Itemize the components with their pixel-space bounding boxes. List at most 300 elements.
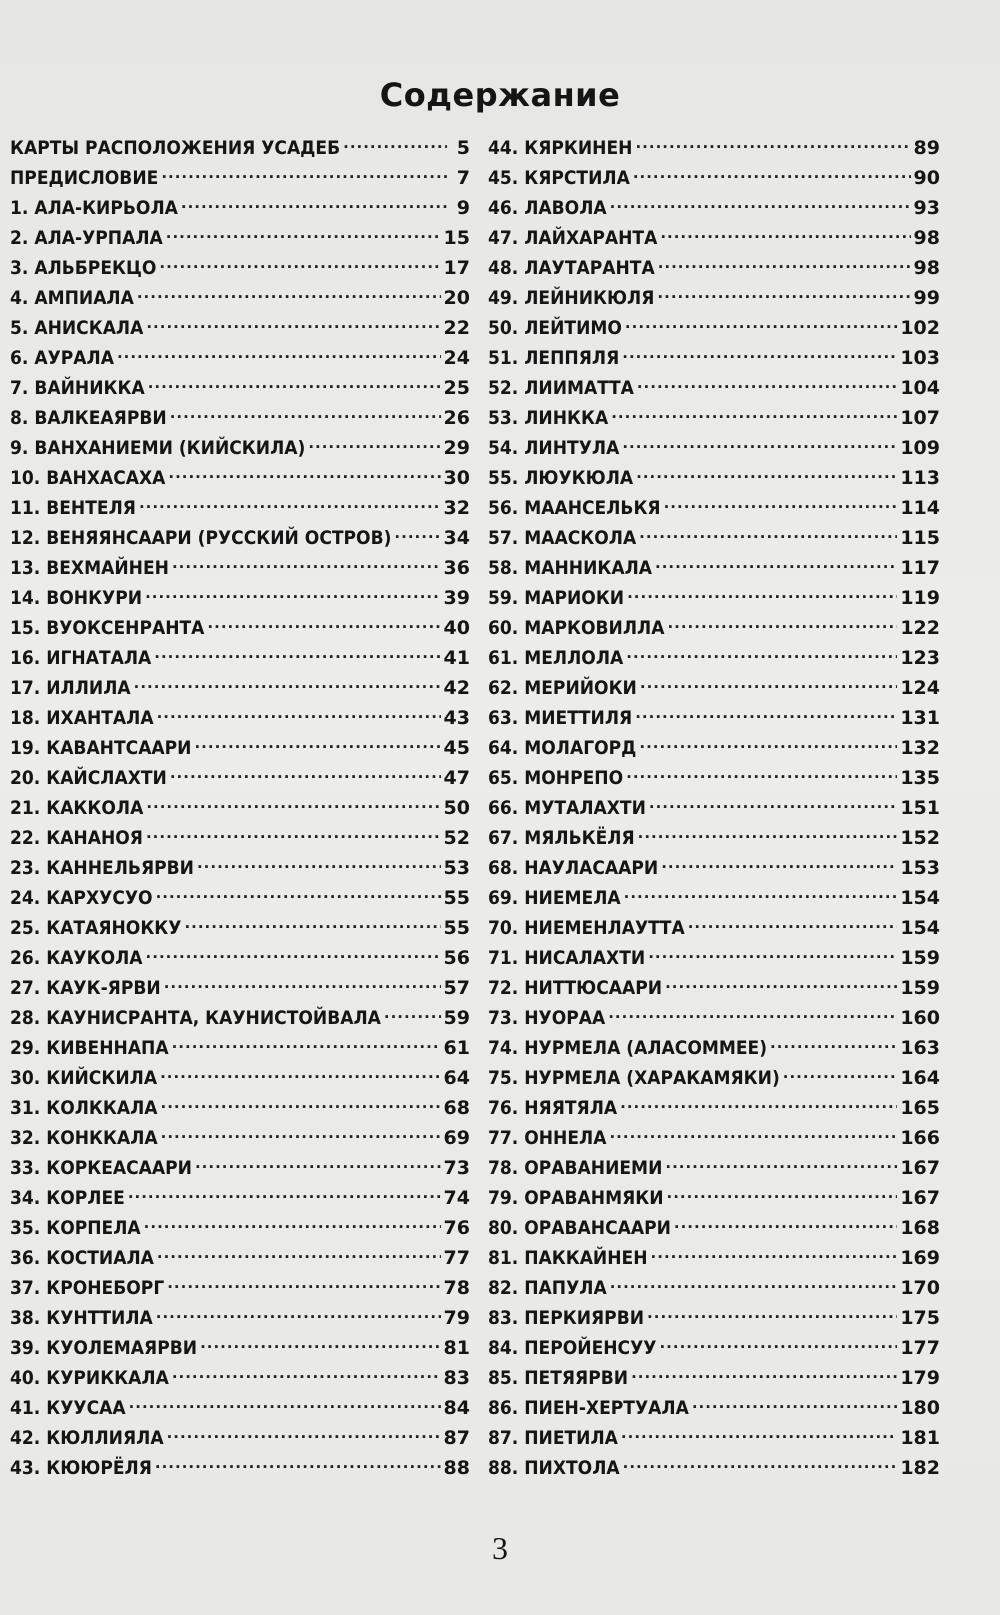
toc-entry (10, 614, 470, 644)
toc-entry-page: 40 (443, 617, 470, 639)
toc-entry-page: 124 (900, 677, 940, 699)
dot-leader (197, 854, 441, 874)
toc-entry (488, 434, 940, 464)
toc-entry-label: 52. ЛИИМАТТА (488, 377, 634, 399)
dot-leader (137, 284, 441, 304)
toc-entry-page: 57 (443, 977, 470, 999)
toc-entry-page: 25 (443, 377, 470, 399)
toc-entry-label: 33. КОРКЕАСААРИ (10, 1157, 192, 1179)
toc-entry (488, 914, 940, 944)
dot-leader (195, 1154, 441, 1174)
dot-leader (636, 464, 897, 484)
toc-entry (10, 1124, 470, 1154)
toc-entry (488, 1214, 940, 1244)
toc-entry-label: 31. КОЛККАЛА (10, 1097, 158, 1119)
toc-entry-label: 1. АЛА-КИРЬОЛА (10, 197, 178, 219)
toc-entry-page: 69 (443, 1127, 470, 1149)
toc-entry-page: 36 (443, 557, 470, 579)
toc-entry (10, 644, 470, 674)
dot-leader (139, 494, 441, 514)
toc-entry (488, 944, 940, 974)
dot-leader (638, 824, 898, 844)
toc-entry-page: 182 (900, 1457, 940, 1479)
toc-entry-page: 103 (900, 347, 940, 369)
toc-entry (10, 464, 470, 494)
dot-leader (172, 1034, 441, 1054)
toc-column-left (10, 134, 470, 1484)
toc-entry (10, 554, 470, 584)
toc-entry (10, 494, 470, 524)
toc-entry-label: 55. ЛЮУКЮЛА (488, 467, 634, 489)
toc-entry (488, 974, 940, 1004)
dot-leader (166, 224, 441, 244)
toc-entry (488, 1034, 940, 1064)
toc-entry-label: 67. МЯЛЬКЁЛЯ (488, 827, 635, 849)
dot-leader (610, 1274, 898, 1294)
toc-entry (10, 584, 470, 614)
toc-entry-label: 53. ЛИНККА (488, 407, 609, 429)
toc-entry-page: 154 (900, 887, 940, 909)
toc-entry (10, 734, 470, 764)
toc-entry-label: 22. КАНАНОЯ (10, 827, 143, 849)
toc-entry-label: 77. ОННЕЛА (488, 1127, 607, 1149)
dot-leader (128, 1184, 441, 1204)
toc-entry (10, 254, 470, 284)
dot-leader (157, 1244, 441, 1264)
toc-entry (488, 1094, 940, 1124)
toc-entry-label: 13. ВЕХМАЙНЕН (10, 557, 169, 579)
toc-entry (10, 974, 470, 1004)
dot-leader (159, 254, 440, 274)
dot-leader (624, 884, 898, 904)
toc-entry-page: 5 (456, 137, 470, 159)
toc-entry (10, 704, 470, 734)
dot-leader (194, 734, 440, 754)
dot-leader (648, 944, 897, 964)
toc-entry-page: 152 (900, 827, 940, 849)
toc-entry-page: 55 (443, 887, 470, 909)
toc-entry (10, 1394, 470, 1424)
toc-entry-label: 36. КОСТИАЛА (10, 1247, 154, 1269)
toc-entry-page: 132 (900, 737, 940, 759)
toc-entry-page: 53 (443, 857, 470, 879)
toc-entry-label: 4. АМПИАЛА (10, 287, 134, 309)
toc-entry (488, 314, 940, 344)
dot-leader (207, 614, 440, 634)
toc-entry-label: 75. НУРМЕЛА (ХАРАКАМЯКИ) (488, 1067, 780, 1089)
toc-entry (488, 404, 940, 434)
toc-entry-label: 18. ИХАНТАЛА (10, 707, 154, 729)
toc-entry (488, 1424, 940, 1454)
toc-entry (488, 374, 940, 404)
toc-entry (10, 1094, 470, 1124)
toc-entry-label: 34. КОРЛЕЕ (10, 1187, 125, 1209)
toc-entry-page: 135 (900, 767, 940, 789)
dot-leader (144, 1214, 441, 1234)
toc-entry-label: 83. ПЕРКИЯРВИ (488, 1307, 645, 1329)
toc-entry-page: 24 (443, 347, 470, 369)
dot-leader (639, 524, 897, 544)
toc-entry (488, 644, 940, 674)
toc-entry-page: 30 (443, 467, 470, 489)
toc-entry-page: 115 (900, 527, 940, 549)
toc-entry-label: 58. МАННИКАЛА (488, 557, 653, 579)
toc-entry (488, 824, 940, 854)
toc-entry-label: 73. НУОРАА (488, 1007, 606, 1029)
toc-entry-label: 7. ВАЙНИККА (10, 377, 145, 399)
toc-entry-label: 64. МОЛАГОРД (488, 737, 637, 759)
toc-entry (488, 134, 940, 164)
toc-entry-label: 48. ЛАУТАРАНТА (488, 257, 655, 279)
toc-entry-label: 6. АУРАЛА (10, 347, 114, 369)
toc-entry (10, 374, 470, 404)
dot-leader (156, 884, 441, 904)
toc-entry (488, 584, 940, 614)
toc-entry-label: 5. АНИСКАЛА (10, 317, 144, 339)
dot-leader (635, 704, 897, 724)
toc-entry-page: 180 (900, 1397, 940, 1419)
toc-entry (488, 1304, 940, 1334)
toc-entry-page: 26 (443, 407, 470, 429)
toc-entry (488, 1154, 940, 1184)
toc-entry-label: 49. ЛЕЙНИКЮЛЯ (488, 287, 655, 309)
toc-entry-label: 28. КАУНИСРАНТА, КАУНИСТОЙВАЛА (10, 1007, 381, 1029)
toc-entry-page: 89 (913, 137, 940, 159)
toc-entry-label: ПРЕДИСЛОВИЕ (10, 167, 159, 189)
dot-leader (660, 224, 910, 244)
toc-entry-label: 35. КОРПЕЛА (10, 1217, 141, 1239)
toc-entry-label: КАРТЫ РАСПОЛОЖЕНИЯ УСАДЕБ (10, 137, 341, 159)
toc-entry-page: 56 (443, 947, 470, 969)
toc-entry (10, 914, 470, 944)
dot-leader (145, 584, 440, 604)
toc-entry-page: 99 (913, 287, 940, 309)
toc-entry-label: 45. КЯРСТИЛА (488, 167, 630, 189)
toc-entry-page: 47 (443, 767, 470, 789)
toc-entry (10, 344, 470, 374)
dot-leader (117, 344, 441, 364)
dot-leader (640, 674, 897, 694)
dot-leader (172, 554, 441, 574)
toc-entry-page: 159 (900, 947, 940, 969)
dot-leader (649, 794, 897, 814)
toc-entry (488, 524, 940, 554)
toc-entry-page: 170 (900, 1277, 940, 1299)
toc-entry-label: 72. НИТТЮСААРИ (488, 977, 663, 999)
toc-entry-label: 15. ВУОКСЕНРАНТА (10, 617, 205, 639)
dot-leader (608, 1004, 897, 1024)
dot-leader (384, 1004, 441, 1024)
dot-leader (665, 1154, 897, 1174)
toc-entry-label: 82. ПАПУЛА (488, 1277, 607, 1299)
toc-entry-page: 34 (443, 527, 470, 549)
toc-entry-label: 24. КАРХУСУО (10, 887, 153, 909)
toc-entry (488, 1274, 940, 1304)
toc-entry (10, 824, 470, 854)
toc-entry-page: 166 (900, 1127, 940, 1149)
toc-entry-page: 122 (900, 617, 940, 639)
toc-entry-page: 163 (900, 1037, 940, 1059)
toc-entry-page: 81 (443, 1337, 470, 1359)
dot-leader (631, 1364, 897, 1384)
dot-leader (394, 524, 440, 544)
toc-entry-label: 21. КАККОЛА (10, 797, 144, 819)
dot-leader (621, 1424, 897, 1444)
dot-leader (157, 704, 441, 724)
dot-leader (611, 404, 897, 424)
toc-entry-page: 98 (913, 227, 940, 249)
toc-entry-label: 61. МЕЛЛОЛА (488, 647, 624, 669)
toc-entry-page: 93 (913, 197, 940, 219)
toc-entry-label: 71. НИСАЛАХТИ (488, 947, 646, 969)
toc-entry-label: 85. ПЕТЯЯРВИ (488, 1367, 629, 1389)
toc-entry-label: 30. КИЙСКИЛА (10, 1067, 158, 1089)
dot-leader (168, 464, 440, 484)
toc-entry (10, 854, 470, 884)
toc-entry-page: 87 (443, 1427, 470, 1449)
toc-entry-label: 16. ИГНАТАЛА (10, 647, 152, 669)
dot-leader (655, 554, 897, 574)
toc-entry-page: 107 (900, 407, 940, 429)
toc-entry-label: 59. МАРИОКИ (488, 587, 625, 609)
dot-leader (659, 1334, 897, 1354)
toc-entry-label: 38. КУНТТИЛА (10, 1307, 153, 1329)
toc-entry (488, 464, 940, 494)
toc-entry-page: 41 (443, 647, 470, 669)
toc-entry-page: 88 (443, 1457, 470, 1479)
toc-entry-page: 32 (443, 497, 470, 519)
toc-entry-page: 179 (900, 1367, 940, 1389)
dot-leader (134, 674, 441, 694)
toc-entry (10, 1184, 470, 1214)
toc-entry-label: 57. МААСКОЛА (488, 527, 637, 549)
toc-entry (488, 1334, 940, 1364)
toc-entry (488, 764, 940, 794)
dot-leader (146, 794, 440, 814)
toc-entry-label: 68. НАУЛАСААРИ (488, 857, 659, 879)
toc-entry-label: 39. КУОЛЕМАЯРВИ (10, 1337, 198, 1359)
dot-leader (620, 1094, 897, 1114)
toc-entry (10, 404, 470, 434)
toc-entry-page: 73 (443, 1157, 470, 1179)
dot-leader (146, 314, 440, 334)
toc-entry-page: 102 (900, 317, 940, 339)
dot-leader (161, 164, 447, 184)
toc-entry-label: 2. АЛА-УРПАЛА (10, 227, 163, 249)
toc-entry-label: 17. ИЛЛИЛА (10, 677, 131, 699)
toc-entry (488, 194, 940, 224)
dot-leader (665, 974, 897, 994)
toc-entry-page: 45 (443, 737, 470, 759)
toc-entry (488, 1004, 940, 1034)
toc-entry-page: 154 (900, 917, 940, 939)
toc-entry (10, 1334, 470, 1364)
toc-entry-page: 76 (443, 1217, 470, 1239)
toc-entry-page: 64 (443, 1067, 470, 1089)
toc-entry-page: 117 (900, 557, 940, 579)
toc-entry-page: 39 (443, 587, 470, 609)
dot-leader (200, 1334, 440, 1354)
toc-entry-page: 42 (443, 677, 470, 699)
toc-entry-label: 76. НЯЯТЯЛА (488, 1097, 618, 1119)
toc-entry (488, 164, 940, 194)
dot-leader (148, 374, 441, 394)
toc-entry-page: 160 (900, 1007, 940, 1029)
toc-entry-label: 69. НИЕМЕЛА (488, 887, 621, 909)
toc-entry-page: 167 (900, 1157, 940, 1179)
toc-entry (10, 794, 470, 824)
dot-leader (657, 284, 910, 304)
toc-entry-label: 78. ОРАВАНИЕМИ (488, 1157, 663, 1179)
toc-entry-page: 98 (913, 257, 940, 279)
dot-leader (635, 134, 910, 154)
toc-entry-page: 104 (900, 377, 940, 399)
toc-entry-label: 88. ПИХТОЛА (488, 1457, 620, 1479)
toc-entry-page: 7 (456, 167, 470, 189)
toc-entry (488, 734, 940, 764)
toc-entry (488, 1394, 940, 1424)
toc-entry (10, 284, 470, 314)
toc-entry-label: 86. ПИЕН-ХЕРТУАЛА (488, 1397, 689, 1419)
page-title: Содержание (379, 76, 621, 114)
dot-leader (170, 764, 441, 784)
dot-leader (181, 194, 447, 214)
toc-entry (488, 854, 940, 884)
dot-leader (343, 134, 447, 154)
toc-entry (10, 1244, 470, 1274)
toc-entry-label: 81. ПАККАЙНЕН (488, 1247, 648, 1269)
toc-entry (488, 794, 940, 824)
toc-entry (10, 134, 470, 164)
toc-entry-page: 74 (443, 1187, 470, 1209)
toc-entry (488, 1064, 940, 1094)
dot-leader (623, 1454, 898, 1474)
dot-leader (622, 434, 897, 454)
toc-entry (488, 1184, 940, 1214)
toc-entry-page: 109 (900, 437, 940, 459)
dot-leader (161, 1094, 441, 1114)
toc-entry (10, 194, 470, 224)
dot-leader (667, 614, 897, 634)
dot-leader (639, 734, 897, 754)
toc-entry-page: 169 (900, 1247, 940, 1269)
toc-entry-label: 84. ПЕРОЙЕНСУУ (488, 1337, 657, 1359)
toc-entry-label: 60. МАРКОВИЛЛА (488, 617, 665, 639)
toc-entry-label: 29. КИВЕННАПА (10, 1037, 169, 1059)
dot-leader (667, 1184, 898, 1204)
toc-entry-page: 164 (900, 1067, 940, 1089)
dot-leader (625, 314, 897, 334)
toc-entry-label: 44. КЯРКИНЕН (488, 137, 633, 159)
toc-entry-label: 12. ВЕНЯЯНСААРИ (РУССКИЙ ОСТРОВ) (10, 527, 392, 549)
toc-entry (488, 704, 940, 734)
toc-entry (10, 1364, 470, 1394)
toc-entry (488, 254, 940, 284)
toc-entry (10, 944, 470, 974)
toc-entry-page: 22 (443, 317, 470, 339)
toc-entry (488, 1124, 940, 1154)
toc-entry-label: 56. МААНСЕЛЬКЯ (488, 497, 661, 519)
toc-entry-label: 20. КАЙСЛАХТИ (10, 767, 167, 789)
toc-entry-page: 20 (443, 287, 470, 309)
toc-entry-page: 175 (900, 1307, 940, 1329)
toc-entry (488, 284, 940, 314)
toc-entry (488, 884, 940, 914)
dot-leader (651, 1244, 898, 1264)
dot-leader (161, 1124, 441, 1144)
toc-entry-page: 84 (443, 1397, 470, 1419)
toc-entry-label: 87. ПИЕТИЛА (488, 1427, 618, 1449)
toc-entry (10, 1304, 470, 1334)
toc-entry-label: 50. ЛЕЙТИМО (488, 317, 622, 339)
toc-entry-label: 37. КРОНЕБОРГ (10, 1277, 165, 1299)
toc-entry (488, 674, 940, 704)
toc-entry-page: 50 (443, 797, 470, 819)
toc-entry-page: 159 (900, 977, 940, 999)
toc-entry-label: 41. КУУСАА (10, 1397, 126, 1419)
toc-entry (488, 614, 940, 644)
toc-entry-label: 9. ВАНХАНИЕМИ (КИЙСКИЛА) (10, 437, 306, 459)
toc-entry-label: 3. АЛЬБРЕКЦО (10, 257, 157, 279)
toc-entry-page: 165 (900, 1097, 940, 1119)
dot-leader (688, 914, 898, 934)
dot-leader (770, 1034, 897, 1054)
dot-leader (160, 1064, 440, 1084)
toc-entry-page: 90 (913, 167, 940, 189)
dot-leader (633, 164, 911, 184)
dot-leader (783, 1064, 898, 1084)
toc-entry-page: 61 (443, 1037, 470, 1059)
toc-entry-page: 77 (443, 1247, 470, 1269)
toc-entry-page: 52 (443, 827, 470, 849)
dot-leader (661, 854, 897, 874)
toc-entry (10, 1064, 470, 1094)
dot-leader (146, 944, 441, 964)
toc-entry-label: 66. МУТАЛАХТИ (488, 797, 646, 819)
toc-entry-page: 9 (456, 197, 470, 219)
dot-leader (308, 434, 440, 454)
toc-entry (488, 1454, 940, 1484)
toc-entry-label: 79. ОРАВАНМЯКИ (488, 1187, 664, 1209)
toc-entry-label: 70. НИЕМЕНЛАУТТА (488, 917, 685, 939)
dot-leader (626, 644, 897, 664)
toc-entry (488, 554, 940, 584)
toc-entry-page: 29 (443, 437, 470, 459)
toc-entry-page: 168 (900, 1217, 940, 1239)
toc-entry-page: 59 (443, 1007, 470, 1029)
toc-entry-page: 55 (443, 917, 470, 939)
toc-entry (488, 224, 940, 254)
dot-leader (170, 404, 441, 424)
toc-entry (488, 1364, 940, 1394)
toc-entry-page: 119 (900, 587, 940, 609)
toc-entry-page: 151 (900, 797, 940, 819)
toc-entry-page: 83 (443, 1367, 470, 1389)
dot-leader (167, 1274, 440, 1294)
toc-entry-label: 32. КОНККАЛА (10, 1127, 158, 1149)
dot-leader (609, 1124, 897, 1144)
dot-leader (627, 584, 897, 604)
toc-entry-label: 74. НУРМЕЛА (АЛАСОММЕЕ) (488, 1037, 768, 1059)
dot-leader (610, 194, 911, 214)
dot-leader (692, 1394, 898, 1414)
toc-entry-label: 43. КЮЮРЁЛЯ (10, 1457, 152, 1479)
toc-entry-page: 114 (900, 497, 940, 519)
toc-entry-page: 17 (443, 257, 470, 279)
toc-entry (10, 764, 470, 794)
dot-leader (658, 254, 911, 274)
toc-entry-label: 19. КАВАНТСААРИ (10, 737, 192, 759)
